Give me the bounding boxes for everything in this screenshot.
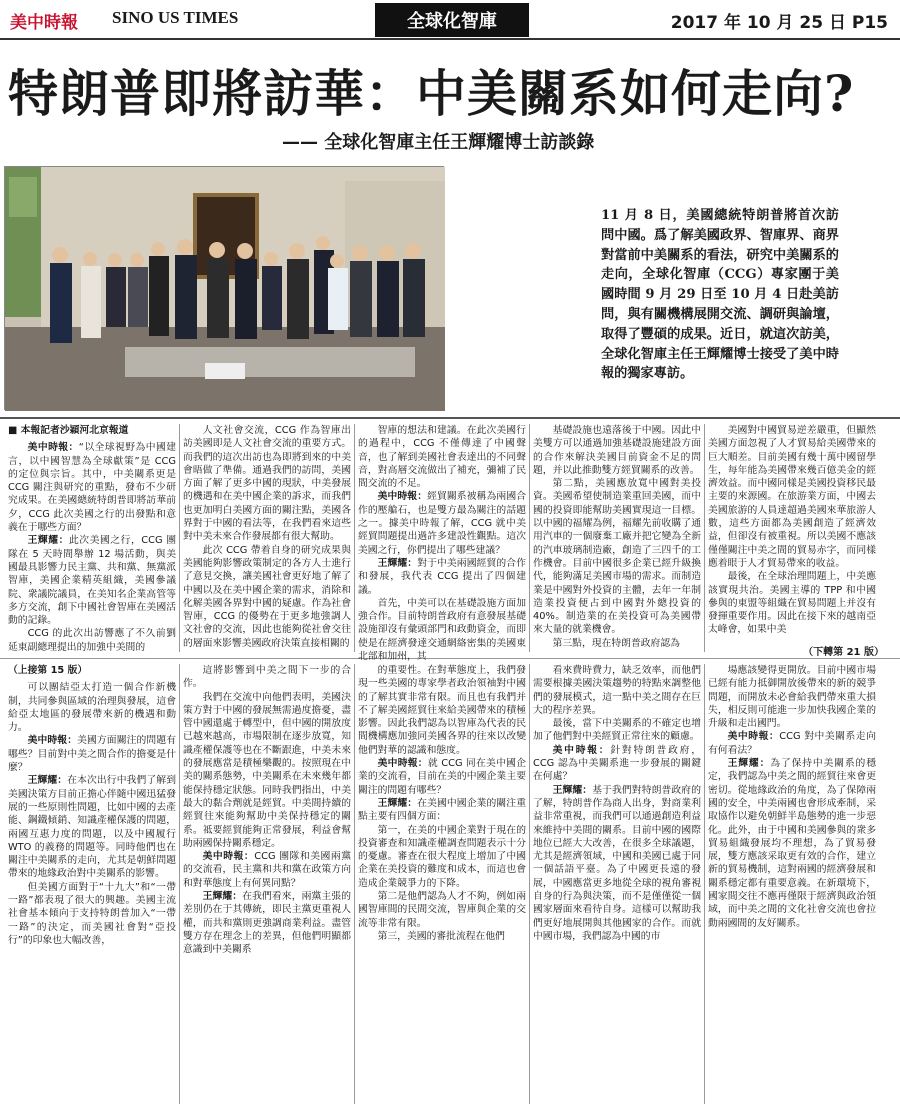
byline: ■ 本報記者沙穎河北京報道 xyxy=(8,425,129,436)
text-column xyxy=(8,664,176,1104)
paragraph xyxy=(358,797,526,824)
paragraph xyxy=(533,664,701,717)
column-rule xyxy=(354,664,355,1104)
paragraph-text: 第二點，美國應放寬中國對美投資。美國希望使制造業重回美國，而中國的投資即能幫助美國實現這一目標。以中國的福耀為例，福耀先前收購了通用汽車的一個廢棄工廠并把它變為全新的汽車玻璃制造廠，創造了三四千的工作機會。目前中國很多企業已經升級換代，能夠滿足美國市場的需求。而制造業是中國對外投資的主體，去年一年制造業投資便占到中國對外總投資的 40%。制造業的在美投資可為美國帶來大量的就業機會。 xyxy=(533,478,701,636)
paragraph xyxy=(8,627,176,654)
group-photo xyxy=(4,166,444,410)
paragraph xyxy=(8,774,176,880)
speaker-label: 王輝耀： xyxy=(202,891,243,903)
subhead: —— 全球化智庫主任王輝耀博士訪談錄 xyxy=(282,132,595,153)
paragraph-text: 智庫的想法和建議。在此次美國行的過程中，CCG 不僅傳達了中國聲音，也了解到美國社會表達出的不同聲音，對高層交流做出了補充，彌補了民間交流的不足。 xyxy=(358,425,526,490)
paragraph-text: 最後，當下中美關系的不確定也增加了他們對中美經貿正常往來的顧慮。 xyxy=(533,718,701,743)
paragraph xyxy=(8,881,176,947)
paragraph-text: 對于中美兩國經貿的合作和發展，我代表 CCG 提出了四個建議。 xyxy=(358,557,527,596)
paragraph-text: 第一，在美的中國企業對于現在的投資審查和知識產權調查問題表示十分的憂慮。審查在很大程度上增加了中國企業在美投資的難度和成本，而這也會造成企業競爭力的下降。 xyxy=(358,824,526,889)
paragraph xyxy=(533,637,701,650)
paragraph-text: 為了保持中美關系的穩定，我們認為中美之間的經貿往來會更密切。從地緣政治的角度，為了保障兩國的安全，中美兩國也會形成牽制，采取協作以避免朝鮮半島態勢的進一步惡化。此外，由于中國和美國參與的衆多貿易組織發展均不理想，為了貿易發展，雙方應該采取更有效的合作，建立新的貿易機制，這對兩國的經濟發展和關系穩定都有重要意義。在新環境下，國家間交往不應再僅限于經濟與政治領域，而中美之間的文化社會交流也會拉動兩國間的友好關系。 xyxy=(708,758,877,929)
paragraph xyxy=(183,664,351,691)
paragraph xyxy=(8,441,176,534)
speaker-label: 王輝耀： xyxy=(552,784,593,796)
text-column xyxy=(183,424,351,649)
paragraph xyxy=(533,784,701,944)
paragraph xyxy=(533,477,701,637)
paragraph-text: 最後，在全球治理問題上，中美應該實現共治。美國主導的 TPP 和中國參與的東盟等組織在貿易問題上并沒有發揮重要作用。因此在接下來的越南亞太峰會，如果中美 xyxy=(708,571,876,636)
paragraph xyxy=(183,424,351,544)
paragraph-text: 在本次出行中我們了解到美國決策方目前正擔心伴隨中國迅猛發展的一些原則性問題，比如中國的去產能、鋼鐵傾銷、知識產權保護的問題，兩國互惠力度的問題，以及中國履行 WTO 的義務的問題等。同時他們也在關注中美關系的走向，尤其是朝鮮問題帶來的地緣政治對中美關系的影響。 xyxy=(8,775,177,880)
column-rule xyxy=(704,424,705,652)
paragraph xyxy=(183,544,351,650)
paragraph xyxy=(183,850,351,890)
paragraph xyxy=(533,744,701,784)
speaker-label: 美中時報： xyxy=(27,442,79,454)
column-rule xyxy=(354,424,355,652)
text-column xyxy=(183,664,351,1104)
paragraph xyxy=(708,730,876,757)
paragraph-text: 經貿關系被稱為兩國合作的壓艙石，也是雙方最為關注的話題之一。據美中時報了解，CCG 就中美經貿問題提出過許多建設性觀點。這次美國之行，你們提出了哪些建議？ xyxy=(358,491,527,556)
text-column xyxy=(358,424,527,663)
paragraph-text: 第二是他們認為人才不夠，例如兩國智庫間的民間交流，智庫與企業的交流等非常有限。 xyxy=(358,891,526,929)
paragraph-text: 但美國方面對于“十九大”和“一帶一路”都表現了很大的興趣。美國主流社會基本傾向于支持特朗普加入“一帶一路”的決定，而美國社會對“亞投行”的印象也大幅改善， xyxy=(8,881,176,946)
paragraph-text: CCG 的此次出訪響應了不久前劉延東副總理提出的加強中美間的 xyxy=(8,628,176,653)
text-column xyxy=(708,424,876,642)
paragraph xyxy=(358,557,526,597)
speaker-label: 王輝耀： xyxy=(727,758,771,770)
speaker-label: 美中時報： xyxy=(202,851,255,863)
paragraph-text: 在我們看來，兩黨主張的差別仍在于其傳統，即民主黨更重視人權，而共和黨則更強調商業利益。盡管雙方存在理念上的差異，但他們明顯都意識到中美關系 xyxy=(183,891,352,956)
paragraph-text: 就 CCG 同在美中國企業的交流看，目前在美的中國企業主要關注的問題有哪些？ xyxy=(358,758,526,796)
paragraph xyxy=(358,490,526,556)
speaker-label: 王輝耀： xyxy=(377,797,418,809)
paragraph-text: 美國對中國貿易逆差嚴重，但顯然美國方面忽視了人才貿易給美國帶來的巨大順差。目前美國有幾十萬中國留學生，每年能為美國帶來幾百億美金的經濟效益。而中國同樣是美國投資移民最主要的來源國。在旅游業方面，中國去美國旅游的人員達超過美國來華旅游人數，這些方面都為美國創造了經濟效益，但卻沒有被重視。所以美國不應該僅僅關注中美之間的貿易赤字，而同樣應着眼于人才貿易帶來的收益。 xyxy=(708,425,876,569)
paragraph-text: 針對特朗普政府，CCG 認為中美關系進一步發展的關鍵在何處？ xyxy=(533,744,702,783)
paragraph-text: 這將影響到中美之間下一步的合作。 xyxy=(183,665,351,690)
paragraph-text: 場應該變得更開放。目前中國市場已經有能力抵御開放後帶來的新的競爭問題，而開放未必會給我們帶來重大損失，相反則可能進一步加快我國企業的升級和走出國門。 xyxy=(708,665,876,730)
paragraph xyxy=(708,757,876,930)
column-rule xyxy=(529,664,530,1104)
paragraph xyxy=(358,890,526,930)
paragraph-text: “以全球視野為中國建言，以中國智慧為全球獻策”是 CCG 的定位與宗旨。其中，中美關系更是 CCG 關注與研究的重點，發布不少研究成果。在美國總統特朗普即將訪華前夕，CCG 此次美國之行的出發點和意義在于哪些方面？ xyxy=(8,442,177,534)
text-column xyxy=(708,664,876,1104)
speaker-label: 王輝耀： xyxy=(377,557,418,569)
paragraph-text: 可以團結亞太打造一個合作新機制，共同參與區域的治理與發展，這會給亞太地區的發展帶來新的機遇和動力。 xyxy=(8,682,176,734)
column-rule xyxy=(179,664,180,1104)
paragraph xyxy=(358,824,526,890)
top-separator xyxy=(0,417,900,419)
paragraph xyxy=(358,424,526,490)
group-photo-illustration xyxy=(5,167,445,411)
paragraph xyxy=(183,691,351,851)
paragraph-text: 第三，美國的審批流程在他們 xyxy=(377,930,505,942)
paragraph-text: 基礎設施也遠落後于中國。因此中美雙方可以通過加強基礎設施建設方面的合作來解決美國目前資金不足的問題，并以此推動雙方經貿關系的改善。 xyxy=(533,425,701,476)
paragraph-text: 我們在交流中向他們表明，美國決策方對于中國的發展無需過度擔憂，盡管中國還處于轉型中，但中國的開放度已越來越高，市場限制在逐步放寬，知識產權保護等也在不斷跟進，中美未來的發展應當是積極樂觀的。按照現在中美的關系態勢，中美關系在未來幾年都能保持穩定狀態。同時我們指出，中美最大的黏合劑就是經貿。中美間持續的經貿往來能夠幫助中美保持穩定的關系。祗要經貿能夠正常發展，利益會幫助兩國保持關系穩定。 xyxy=(183,691,351,849)
text-column xyxy=(358,664,526,1104)
headline: 特朗普即將訪華：中美關系如何走向? xyxy=(8,64,855,123)
speaker-label: 王輝耀： xyxy=(27,535,69,547)
column-rule xyxy=(529,424,530,652)
speaker-label: 美中時報： xyxy=(727,731,780,743)
paragraph xyxy=(8,681,176,734)
paragraph xyxy=(533,717,701,744)
paragraph-text: 的重要性。在對華態度上，我們發現一些美國的專家學者政治領袖對中國的了解其實非常有限。而且也有我們并不了解美國經貿往來給美國帶來的積極影響。因此我們認為以智庫為代表的民間機構應加強同美國各界的往來以改變他們對華的認識和態度。 xyxy=(358,665,526,756)
date-page: 2017 年 10 月 25 日 P15 xyxy=(670,13,888,33)
section-label: 全球化智庫 xyxy=(375,3,529,37)
paragraph xyxy=(183,890,351,956)
paragraph xyxy=(358,757,526,797)
brand-cn: 美中時報 xyxy=(10,13,78,33)
paragraph xyxy=(358,664,526,757)
paragraph-text: 基于我們對特朗普政府的了解，特朗普作為商人出身，對商業利益非常重視，而我們可以通過創造利益來維持中美間的關系。目前中國的國際地位已經大大改善，在很多全球議題，尤其是經濟領域，中國和美國已處于同一個話語平臺。為了中國更長遠的發展，中國應當更多地從全球的視角審視自身的行為與決策，而不是僅僅從一個國家層面來看待自身。這樣可以幫助我們更好地展開與其他國家的合作。而就中國市場，我們認為中國的市 xyxy=(533,784,702,942)
paragraph xyxy=(358,930,526,943)
paragraph xyxy=(8,734,176,774)
paragraph xyxy=(358,597,526,663)
speaker-label: 王輝耀： xyxy=(27,775,68,787)
paragraph-text: 首先，中美可以在基礎設施方面加強合作。目前特朗普政府有意發展基礎設施卻沒有彙頭部門和政動資金，而即使是在經濟發達交通網絡密集的美國東北部和加州，其 xyxy=(358,597,526,663)
text-column xyxy=(8,424,177,653)
paragraph xyxy=(8,534,176,627)
speaker-label: 美中時報： xyxy=(552,744,611,756)
masthead xyxy=(0,0,900,40)
speaker-label: 美中時報： xyxy=(27,735,78,747)
paragraph-text: CCG 團隊和美國兩黨的交流看，民主黨和共和黨在政策方向和對華態度上有何異同點？ xyxy=(183,851,352,889)
paragraph-text: 在美國中國企業的關注重點主要有四個方面： xyxy=(358,797,527,823)
paragraph xyxy=(708,664,876,730)
column-rule xyxy=(704,664,705,1104)
continued-note: （下轉第 21 版） xyxy=(803,647,884,658)
paragraph xyxy=(708,570,876,636)
paragraph-text: CCG 對中美關系走向有何看法？ xyxy=(708,731,877,756)
paragraph-text: 此次 CCG 帶着自身的研究成果與美國能夠影響政策制定的各方人士進行了意見交換，讓美國社會更好地了解了中國以及在美中國企業的需求，消除和化解美國各界對中國的疑慮。作為社會智庫，CCG 的優勢在于更多地強調人文社會的交流，因此也能夠從社會交往的層面來影響美國政府決策直接相關的 xyxy=(183,544,351,649)
speaker-label: 美中時報： xyxy=(377,758,428,770)
column-rule xyxy=(179,424,180,652)
paragraph xyxy=(533,424,701,477)
intro-paragraph: 11 月 8 日，美國總統特朗普將首次訪問中國。爲了解美國政界、智庫界、商界對當前中美關系的看法，研究中美關系的走向，全球化智庫（CCG）專家團于美國時間 9 月 29 日至 10 月 4 日赴美訪問，與有關機構展開交流、調研與論壇，取得了豐碩的成果。近日，就這次訪美，全球化智庫主任王輝耀博士接受了美中時報的獨家專訪。 xyxy=(601,208,839,382)
paragraph-text: 此次美國之行，CCG 團隊在 5 天時間舉辦 12 場活動，與美國最具影響力民主黨、共和黨、無黨派智庫，美國企業精英組織，美國參議院、衆議院議員，在美知名企業高管等多方交流，創下中國社會智庫在美國活動的記錄。 xyxy=(8,535,177,627)
paragraph-text: 第三點，現在特朗普政府認為 xyxy=(552,637,680,649)
paragraph xyxy=(708,424,876,570)
speaker-label: 美中時報： xyxy=(377,491,428,503)
paragraph-text: 看來費時費力，缺乏效率，而他們需要根據美國決策趨勢的特點來調整他們的發展模式，這一點中美之間存在巨大的程序差異。 xyxy=(533,665,701,716)
paragraph-text: 人文社會交流，CCG 作為智庫出訪美國即是人文社會交流的重要方式。而我們的這次出訪也為即將到來的中美會晤做了準備。通過我們的訪問，美國方面了解了更多中國的現狀，中美發展的機遇和在美中國企業的訴求，而我們也更加明白美國方面的關注點，美國各界對于中國的看法等，在我們看來這些對中美未來合作發展都有很大幫助。 xyxy=(183,425,351,543)
paragraph-text: 美國方面關注的問題有哪些？目前對中美之間合作的擔憂是什麼？ xyxy=(8,735,177,774)
continued-from-note: （上接第 15 版） xyxy=(8,665,88,676)
text-column xyxy=(533,424,701,649)
brand-en: SINO US TIMES xyxy=(112,8,239,27)
text-column xyxy=(533,664,701,1104)
